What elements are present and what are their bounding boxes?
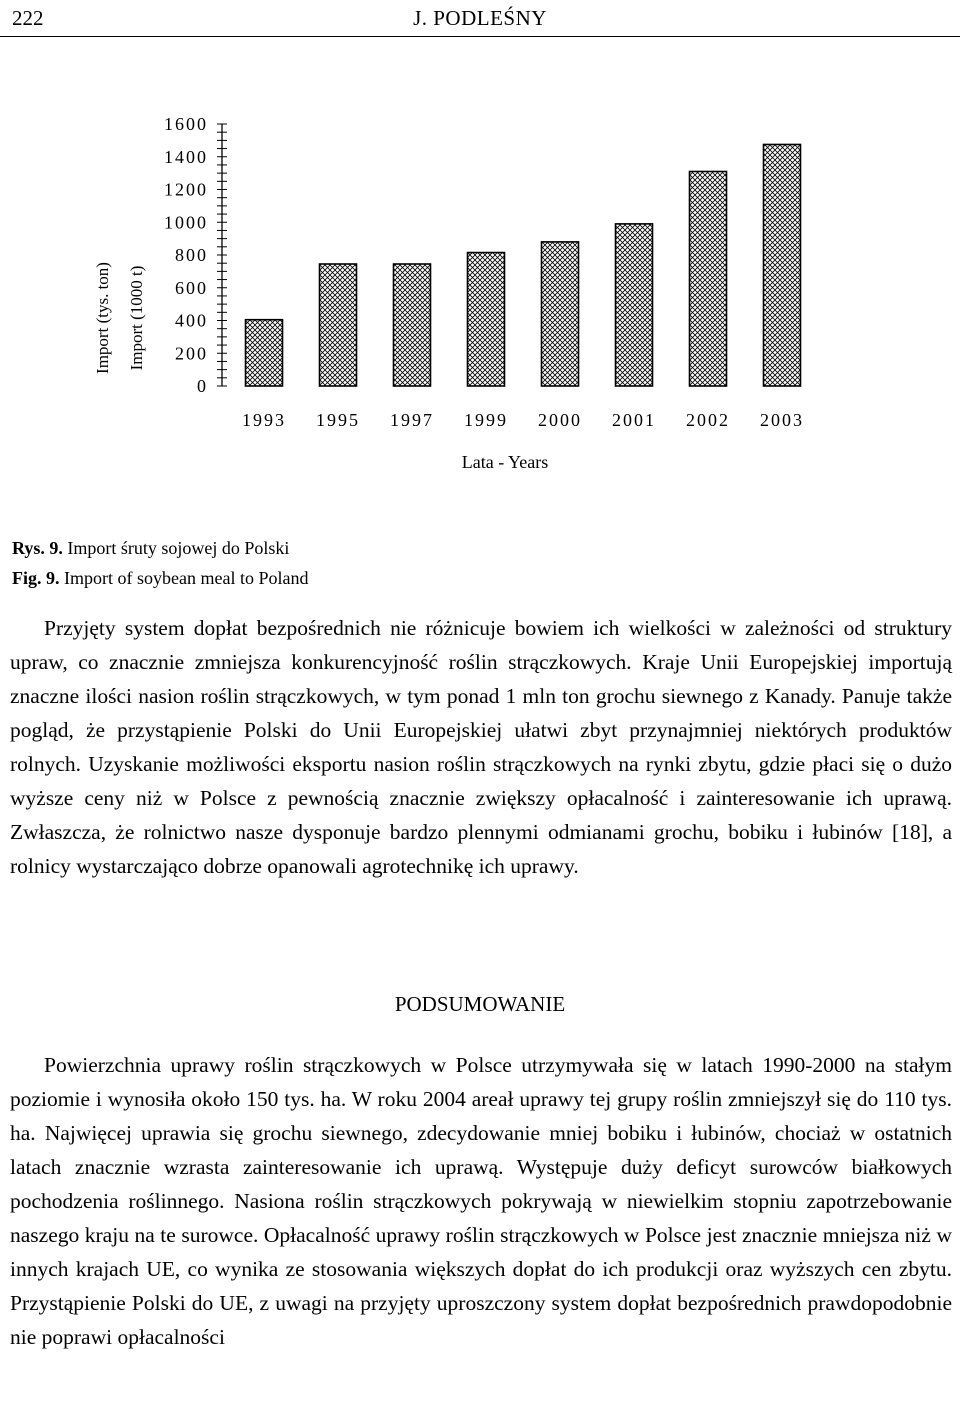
y-tick-label: 1200 <box>164 179 208 200</box>
y-tick-label: 1600 <box>164 114 208 134</box>
x-tick-label: 1993 <box>242 410 286 430</box>
figure-label-en: Fig. 9. <box>12 568 60 588</box>
figure-caption-pl <box>12 538 289 559</box>
y-axis-label-en: Import (1000 t) <box>127 265 146 371</box>
bar <box>246 320 283 386</box>
x-tick-label: 2000 <box>538 410 582 430</box>
x-tick-label: 2003 <box>760 410 804 430</box>
figure-label-pl: Rys. 9. <box>12 538 63 558</box>
x-tick-label: 1999 <box>464 410 508 430</box>
figure-caption-en <box>12 568 308 589</box>
x-tick-label: 1995 <box>316 410 360 430</box>
figure-title-en: Import of soybean meal to Poland <box>59 568 309 588</box>
y-tick-label: 1400 <box>164 146 208 167</box>
bar <box>468 253 505 386</box>
x-axis-label: Lata - Years <box>461 452 549 472</box>
figure-title-pl: Import śruty sojowej do Polski <box>62 538 290 558</box>
x-tick-label: 2002 <box>686 410 730 430</box>
body-paragraph <box>10 611 952 883</box>
bar <box>542 242 579 386</box>
section-heading: PODSUMOWANIE <box>394 992 566 1016</box>
y-axis-label-pl: Import (tys. ton) <box>93 262 112 374</box>
page-header <box>0 0 960 37</box>
bar <box>690 171 727 386</box>
y-tick-label: 600 <box>175 277 208 298</box>
import-bar-chart <box>0 100 960 480</box>
bar <box>394 264 431 386</box>
running-head: J. PODLEŚNY <box>413 6 547 30</box>
bar <box>320 264 357 386</box>
summary-text: Powierzchnia uprawy roślin strączkowych w Polsce utrzymywała się w latach 1990-2000 na stałym poziomie i wynosiła około 150 tys. ha. W roku 2004 areał uprawy tej grupy roślin zmniejszył się do 110 tys. ha. Najwięcej uprawia się grochu siewnego, zdecydowanie mniej bobiku i łubinów, chociaż w ostatnich latach znacznie wzrasta zainteresowanie ich uprawą. Występuje duży deficyt surowców białkowych pochodzenia roślinnego. Nasiona roślin strączkowych pokrywają w niewielkim stopniu zapotrzebowanie naszego kraju na te surowce. Opłacalność uprawy roślin strączkowych w Polsce jest znacznie mniejsza niż w innych krajach UE, co wynika ze stosowania większych dopłat do ich produkcji oraz wyższych cen zbytu. Przystąpienie Polski do UE, z uwagi na przyjęty uproszczony system dopłat bezpośrednich prawdopodobnie nie poprawi opłacalności <box>10 1053 952 1349</box>
summary-paragraph <box>10 1048 952 1354</box>
y-tick-label: 1000 <box>164 212 208 233</box>
bar <box>616 224 653 386</box>
body-text: Przyjęty system dopłat bezpośrednich nie różnicuje bowiem ich wielkości w zależności od struktury upraw, co znacznie zmniejsza konkurencyjność roślin strączkowych. Kraje Unii Europejskiej importują znaczne ilości nasion roślin strączkowych, w tym ponad 1 mln ton grochu siewnego z Kanady. Panuje także pogląd, że przystąpienie Polski do Unii Europejskiej ułatwi zbyt przynajmniej niektórych produktów rolnych. Uzyskanie możliwości eksportu nasion roślin strączkowych na rynki zbytu, gdzie płaci się o dużo wyższe ceny niż w Polsce z pewnością znacznie zwiększy opłacalność i zainteresowanie ich uprawą. Zwłaszcza, że rolnictwo nasze dysponuje bardzo plennymi odmianami grochu, bobiku i łubinów [18], a rolnicy wystarczająco dobrze opanowali agrotechnikę ich uprawy. <box>10 616 952 878</box>
y-tick-label: 400 <box>175 310 208 331</box>
page-number: 222 <box>12 6 44 30</box>
x-tick-label: 1997 <box>390 410 434 430</box>
x-tick-label: 2001 <box>612 410 656 430</box>
y-tick-label: 0 <box>197 376 208 396</box>
y-tick-label: 800 <box>175 245 208 265</box>
y-tick-label: 200 <box>175 343 208 364</box>
bar <box>764 144 801 386</box>
